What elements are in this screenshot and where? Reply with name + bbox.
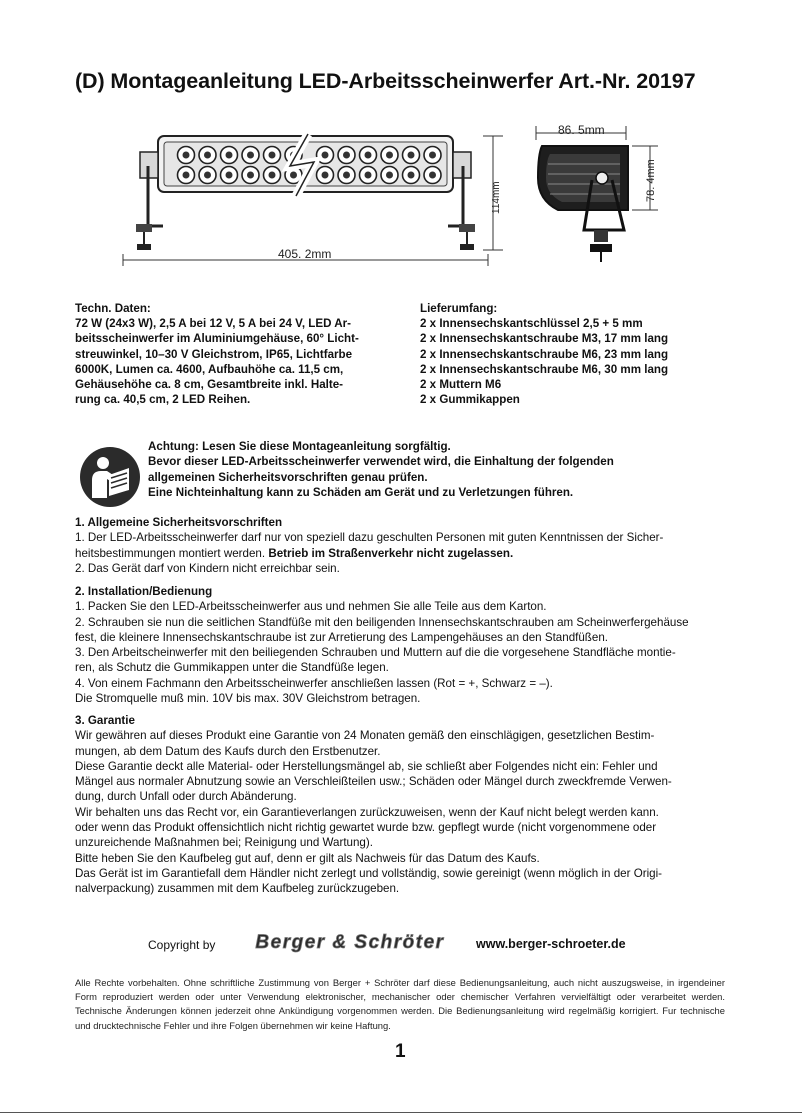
- section-line: unzureichende Maßnahmen bei; Reinigung und Wartung).: [75, 836, 373, 850]
- led-chip: [429, 152, 436, 159]
- led-chip: [204, 172, 211, 179]
- led-chip: [386, 152, 393, 159]
- led-chip: [322, 152, 329, 159]
- section-line: 3. Den Arbeitscheinwerfer mit den beiliegenden Schrauben und Muttern auf die die vorgesehene Standfläche montie-: [75, 646, 676, 660]
- led-chip: [343, 152, 350, 159]
- tech-data-line: 6000K, Lumen ca. 4600, Aufbauhöhe ca. 11,5 cm,: [75, 362, 344, 376]
- section-line: dung, durch Unfall oder durch Abänderung.: [75, 790, 297, 804]
- tech-data-line: streuwinkel, 10–30 V Gleichstrom, IP65, Lichtfarbe: [75, 347, 353, 361]
- section-line: 2. Das Gerät darf von Kindern nicht erreichbar sein.: [75, 561, 340, 575]
- led-chip: [204, 152, 211, 159]
- led-chip: [247, 172, 254, 179]
- section-heading: 1. Allgemeine Sicherheitsvorschriften: [75, 516, 283, 529]
- website-link[interactable]: www.berger-schroeter.de: [476, 937, 626, 951]
- section-line: heitsbestimmungen montiert werden.: [75, 546, 269, 560]
- section-warranty: [75, 713, 727, 897]
- led-chip: [408, 152, 415, 159]
- page-title: (D) Montageanleitung LED-Arbeitsscheinwerfer Art.-Nr. 20197: [75, 69, 696, 93]
- section-line: Das Gerät ist im Garantiefall dem Händler nicht zerlegt und vollständig, sowie gereinigt (wenn möglich in der Origi-: [75, 866, 663, 880]
- section-line: Die Stromquelle muß min. 10V bis max. 30V Gleichstrom betragen.: [75, 692, 421, 706]
- section-line: Wir gewähren auf dieses Produkt eine Garantie von 24 Monaten gemäß den einschlägigen, gesetzlichen Bestim-: [75, 729, 655, 743]
- section-heading: 3. Garantie: [75, 714, 135, 727]
- led-chip: [269, 152, 276, 159]
- tech-data-line: 72 W (24x3 W), 2,5 A bei 12 V, 5 A bei 24 V, LED Ar-: [75, 317, 351, 331]
- led-chip: [247, 152, 254, 159]
- section-line: oder wenn das Produkt offensichtlich nicht richtig gewartet wurde bzw. gepflegt wurde (nicht vorgenommene oder: [75, 821, 657, 835]
- warning-line: Bevor dieser LED-Arbeitsscheinwerfer verwendet wird, die Einhaltung der folgenden: [148, 455, 614, 469]
- side-width-label: 86. 5mm: [558, 123, 605, 137]
- brand-logo-text: Berger & Schröter: [255, 932, 445, 953]
- section-safety: [75, 515, 727, 576]
- led-chip: [269, 172, 276, 179]
- warning-line: allgemeinen Sicherheitsvorschriften genau prüfen.: [148, 470, 428, 484]
- section-line: Wir behalten uns das Recht vor, ein Garantieverlangen zurückzuweisen, wenn der Kauf nicht belegt werden kann.: [75, 805, 659, 819]
- brand-logo: [236, 931, 464, 953]
- led-chip: [226, 172, 233, 179]
- led-chip: [365, 172, 372, 179]
- delivery-item: 2 x Innensechskantschraube M6, 30 mm lang: [420, 362, 669, 376]
- tech-data-line: beitsscheinwerfer im Aluminiumgehäuse, 60° Licht-: [75, 332, 359, 346]
- led-chip: [365, 152, 372, 159]
- copyright-label: Copyright by: [148, 938, 216, 952]
- side-height-label: 78. 4mm: [645, 159, 657, 202]
- delivery-item: 2 x Innensechskantschraube M6, 23 mm lang: [420, 347, 669, 361]
- road-traffic-warning: Betrieb im Straßenverkehr nicht zugelassen.: [268, 546, 514, 560]
- led-chip: [183, 172, 190, 179]
- bottom-divider: [0, 1112, 802, 1113]
- tech-data-heading: Techn. Daten:: [75, 302, 151, 315]
- read-manual-icon: [79, 446, 141, 508]
- delivery-item: 2 x Innensechskantschraube M3, 17 mm lang: [420, 332, 669, 346]
- delivery-item: 2 x Gummikappen: [420, 393, 520, 407]
- section-line: fest, die kleinere Innensechskantschraube ist zur Arretierung des Lampengehäuses an den Standfüßen.: [75, 630, 609, 644]
- led-chip: [429, 172, 436, 179]
- section-line: ren, als Schutz die Gummikappen unter die Standfüße legen.: [75, 661, 389, 675]
- width-dimension-label: 405. 2mm: [278, 247, 332, 261]
- legal-notice: Alle Rechte vorbehalten. Ohne schriftliche Zustimmung von Berger + Schröter darf diese Bedienungsanleitung, auch nicht auszugsweise, in irgendeiner Form reproduziert werden oder unter Verwendung elektronischer, mechanischer oder chemischer Verfahren vervielfältigt oder verarbeitet werden. Technische Änderungen können jederzeit ohne Ankündigung vorgenommen werden. Die Bedienungsanleitung wird regelmäßig korrigiert. Fur technische und drucktechnische Fehler und ihre Folgen übernehmen wir keine Haftung.: [75, 977, 725, 1031]
- tech-data-line: rung ca. 40,5 cm, 2 LED Reihen.: [75, 393, 251, 407]
- section-line: nalverpackung) zusammen mit dem Kaufbeleg zurückzugeben.: [75, 882, 400, 896]
- section-line: 2. Schrauben sie nun die seitlichen Standfüße mit den beiligenden Innensechskantschrauben am Scheinwerfergehäuse: [75, 615, 689, 629]
- page-number: 1: [395, 1041, 406, 1062]
- led-chip: [343, 172, 350, 179]
- led-chip: [290, 172, 297, 179]
- lightbar-front-diagram: [118, 126, 503, 271]
- section-line: 4. Von einem Fachmann den Arbeitsscheinwerfer anschließen lassen (Rot = +, Schwarz = –).: [75, 676, 553, 690]
- warning-line: Achtung: Lesen Sie diese Montageanleitung sorgfältig.: [148, 440, 451, 453]
- warning-block: [148, 439, 708, 500]
- delivery-block: [420, 301, 740, 407]
- delivery-item: 2 x Muttern M6: [420, 378, 502, 392]
- section-line: mungen, ab dem Datum des Kaufs durch den Erstbenutzer.: [75, 744, 381, 758]
- section-line: Bitte heben Sie den Kaufbeleg gut auf, denn er gilt als Nachweis für das Datum des Kaufs.: [75, 851, 540, 865]
- warning-line: Eine Nichteinhaltung kann zu Schäden am Gerät und zu Verletzungen führen.: [148, 485, 574, 499]
- section-line: Mängel aus normaler Abnutzung sowie an Verschleißteilen usw.; Schäden oder Mängel durch zweckfremde Verwen-: [75, 775, 672, 789]
- tech-data-block: [75, 301, 379, 407]
- section-heading: 2. Installation/Bedienung: [75, 585, 213, 598]
- section-line: Diese Garantie deckt alle Material- oder Herstellungsmängel ab, sie schließt aber Folgendes nicht ein: Fehler und: [75, 759, 658, 773]
- section-line: 1. Der LED-Arbeitsscheinwerfer darf nur von speziell dazu geschulten Personen mit guten Kenntnissen der Sicher-: [75, 531, 664, 545]
- led-chip: [226, 152, 233, 159]
- led-chip: [408, 172, 415, 179]
- led-chip: [183, 152, 190, 159]
- led-chip: [322, 172, 329, 179]
- tech-data-line: Gehäusehöhe ca. 8 cm, Gesamtbreite inkl. Halte-: [75, 378, 344, 392]
- section-installation: [75, 584, 727, 706]
- section-line: 1. Packen Sie den LED-Arbeitsscheinwerfer aus und nehmen Sie alle Teile aus dem Karton.: [75, 600, 547, 614]
- lightbar-side-diagram: [528, 120, 668, 270]
- delivery-heading: Lieferumfang:: [420, 302, 498, 315]
- led-chip: [386, 172, 393, 179]
- delivery-item: 2 x Innensechskantschlüssel 2,5 + 5 mm: [420, 317, 643, 331]
- height-dimension-label: 114mm: [491, 181, 502, 214]
